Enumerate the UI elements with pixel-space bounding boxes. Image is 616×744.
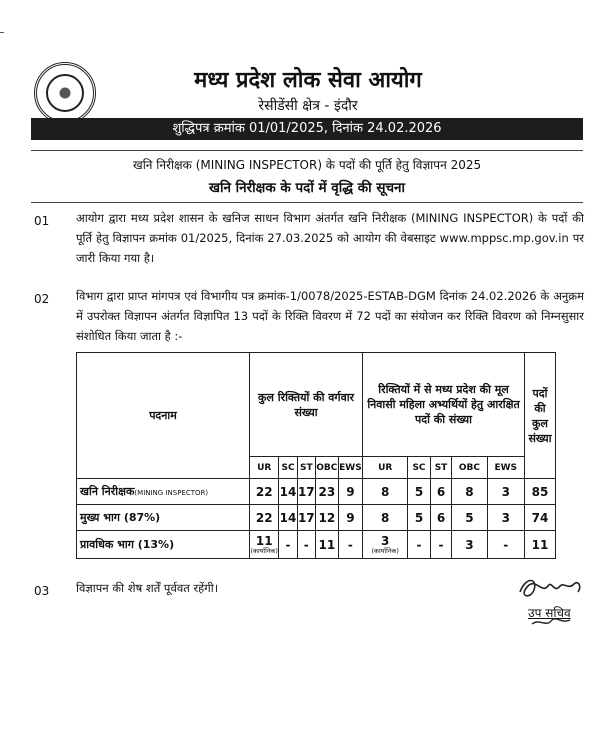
- cell: -: [487, 531, 525, 559]
- cell: 17: [297, 505, 315, 531]
- cell: 5: [408, 505, 430, 531]
- paragraph-text: विज्ञापन की शेष शर्तें पूर्ववत रहेंगी।: [76, 581, 219, 595]
- cell: -: [408, 531, 430, 559]
- cell: 3: [487, 479, 525, 505]
- row-name-cell: [77, 479, 250, 505]
- org-address: रेसीडेंसी क्षेत्र - इंदौर: [258, 98, 358, 114]
- header-total: पदों की कुल संख्या: [525, 353, 556, 479]
- cell-with-note: [250, 531, 279, 559]
- divider: [31, 150, 583, 151]
- cell: 6: [430, 505, 452, 531]
- cell: 5: [452, 505, 487, 531]
- cell: 8: [363, 479, 408, 505]
- cell: -: [279, 531, 297, 559]
- row-name: मुख्य भाग (87%): [77, 505, 250, 531]
- cell: 9: [338, 479, 362, 505]
- subcol-header: SC: [279, 457, 297, 479]
- cell: 8: [363, 505, 408, 531]
- cell: 3: [487, 505, 525, 531]
- paragraph-number: 02: [34, 292, 50, 306]
- row-name: प्रावधिक भाग (13%): [77, 531, 250, 559]
- corrigendum-banner: शुद्धिपत्र क्रमांक 01/01/2025, दिनांक 24.02.2026: [31, 118, 583, 140]
- cell: -: [338, 531, 362, 559]
- cell-with-note: [363, 531, 408, 559]
- table-row: [77, 479, 556, 505]
- cell: 14: [279, 505, 297, 531]
- subcol-header: SC: [408, 457, 430, 479]
- cell: -: [297, 531, 315, 559]
- handwritten-signature: [512, 574, 586, 630]
- header-group-total: कुल रिक्तियों की वर्गवार संख्या: [250, 353, 363, 457]
- cell-total: 11: [525, 531, 556, 559]
- header-post: पदनाम: [77, 353, 250, 479]
- cell-note: (कार्यानिक): [371, 547, 399, 555]
- subcol-header: UR: [363, 457, 408, 479]
- subcol-header: OBC: [452, 457, 487, 479]
- notice-title: खनि निरीक्षक के पदों में वृद्धि की सूचना: [208, 180, 406, 196]
- paragraph-text: आयोग द्वारा मध्य प्रदेश शासन के खनिज साधन विभाग अंतर्गत खनि निरीक्षक (MINING INSPECTOR) के पदों की पूर्ति हेतु विज्ञापन क्रमांक 01/2025, दिनांक 27.03.2025 को आयोग की वेबसाइट www.mppsc.mp.gov.in पर जारी किया गया है।: [76, 211, 584, 265]
- cell: 3: [452, 531, 487, 559]
- header-group-women: रिक्तियों में से मध्य प्रदेश की मूल निवासी महिला अभ्यर्थियों हेतु आरक्षित पदों की संख्या: [363, 353, 525, 457]
- table-row: [77, 531, 556, 559]
- cell: 17: [297, 479, 315, 505]
- paragraph-number: 03: [34, 584, 50, 598]
- cell: 23: [315, 479, 338, 505]
- cell: 11: [315, 531, 338, 559]
- row-name: खनि निरीक्षक: [80, 485, 135, 498]
- cell-total: 74: [525, 505, 556, 531]
- cell-note: (कार्यानिक): [250, 547, 278, 555]
- cell: 22: [250, 505, 279, 531]
- cell: 5: [408, 479, 430, 505]
- cell-total: 85: [525, 479, 556, 505]
- cell: -: [430, 531, 452, 559]
- subcol-header: ST: [297, 457, 315, 479]
- subcol-header: EWS: [338, 457, 362, 479]
- row-name-suffix: (MINING INSPECTOR): [134, 489, 209, 497]
- subcol-header: ST: [430, 457, 452, 479]
- cell: 9: [338, 505, 362, 531]
- scan-edge-mark: [0, 32, 4, 33]
- paragraph-number: 01: [34, 214, 50, 228]
- cell-value: 11: [255, 534, 273, 548]
- subject-line: खनि निरीक्षक (MINING INSPECTOR) के पदों की पूर्ति हेतु विज्ञापन 2025: [132, 158, 482, 172]
- signatory-designation: उप सचिव: [528, 606, 571, 620]
- table-row: [77, 505, 556, 531]
- cell: 6: [430, 479, 452, 505]
- cell: 22: [250, 479, 279, 505]
- subcol-header: EWS: [487, 457, 525, 479]
- cell-value: 3: [381, 534, 390, 548]
- divider: [31, 202, 583, 203]
- subcol-header: UR: [250, 457, 279, 479]
- cell: 14: [279, 479, 297, 505]
- subcol-header: OBC: [315, 457, 338, 479]
- cell: 12: [315, 505, 338, 531]
- vacancy-table: [76, 352, 556, 559]
- org-name: मध्य प्रदेश लोक सेवा आयोग: [194, 68, 422, 93]
- cell: 8: [452, 479, 487, 505]
- paragraph-text: विभाग द्वारा प्राप्त मांगपत्र एवं विभागीय पत्र क्रमांक-1/0078/2025-ESTAB-DGM दिनांक 24.02.2026 के अनुक्रम में उपरोक्त विज्ञापन अंतर्गत विज्ञापित 13 पदों के रिक्ति विवरण में 72 पदों का संयोजन कर रिक्ति विवरण को निम्नसुसार संशोधित किया जाता है :-: [76, 289, 584, 343]
